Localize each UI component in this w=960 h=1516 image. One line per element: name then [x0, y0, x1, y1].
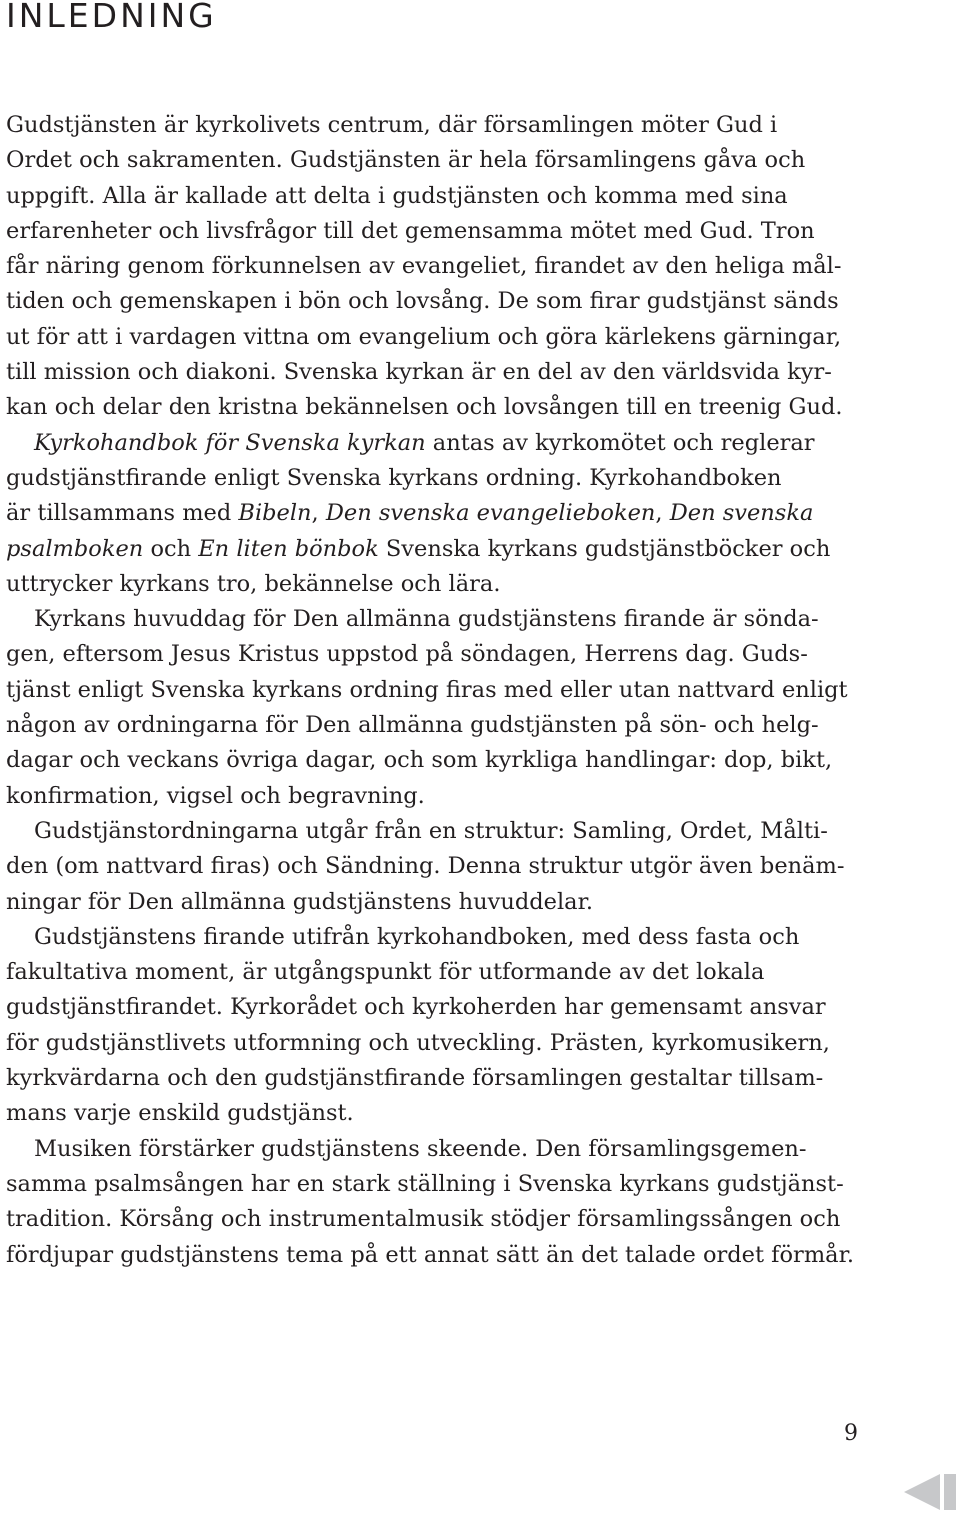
- text-segment: dagar och veckans övriga dagar, och som kyrkliga handlingar: dop, bikt,: [6, 747, 833, 774]
- italic-title-text: Den svenska: [669, 500, 814, 527]
- text-segment: någon av ordningarna för Den allmänna gudstjänsten på sön- och helg-: [6, 712, 819, 739]
- back-arrow-icon: [902, 1472, 958, 1512]
- text-segment: gudstjänstfirande enligt Svenska kyrkans ordning. Kyrkohandboken: [6, 464, 782, 491]
- text-line: [6, 320, 936, 355]
- text-line: [6, 143, 936, 178]
- text-segment: ningar för Den allmänna gudstjänstens huvuddelar.: [6, 888, 593, 915]
- text-line: [6, 532, 936, 567]
- text-segment: Kyrkans huvuddag för Den allmänna gudstjänstens firande är sönda-: [34, 606, 819, 633]
- text-segment: den (om nattvard firas) och Sändning. Denna struktur utgör även benäm-: [6, 853, 845, 880]
- text-segment: samma psalmsången har en stark ställning i Svenska kyrkans gudstjänst-: [6, 1170, 844, 1197]
- text-line: [6, 743, 936, 778]
- text-segment: fördjupar gudstjänstens tema på ett annat sätt än det talade ordet förmår.: [6, 1241, 855, 1268]
- text-line: [6, 567, 936, 602]
- text-segment: erfarenheter och livsfrågor till det gemensamma mötet med Gud. Tron: [6, 217, 815, 244]
- italic-title-text: Kyrkohandbok för Svenska kyrkan: [34, 429, 426, 456]
- italic-title-text: psalmboken: [6, 535, 144, 562]
- text-line: [6, 1238, 936, 1273]
- text-segment: ,: [311, 500, 326, 527]
- italic-title-text: Den svenska evangelieboken: [325, 500, 656, 527]
- text-segment: gen, eftersom Jesus Kristus uppstod på söndagen, Herrens dag. Guds-: [6, 641, 808, 668]
- text-line: [6, 426, 936, 461]
- text-line: [6, 708, 936, 743]
- text-line: [6, 779, 936, 814]
- text-segment: antas av kyrkomötet och reglerar: [425, 429, 815, 456]
- page-title: INLEDNING: [6, 0, 217, 35]
- italic-title-text: Bibeln: [238, 500, 312, 527]
- text-segment: Gudstjänstordningarna utgår från en struktur: Samling, Ordet, Målti-: [34, 817, 828, 844]
- text-segment: kan och delar den kristna bekännelsen och lovsången till en treenig Gud.: [6, 394, 843, 421]
- text-line: [6, 1061, 936, 1096]
- italic-title-text: En liten bönbok: [198, 535, 379, 562]
- text-line: [6, 284, 936, 319]
- text-segment: konfirmation, vigsel och begravning.: [6, 782, 425, 809]
- text-line: [6, 849, 936, 884]
- back-button[interactable]: [902, 1472, 958, 1512]
- text-line: [6, 496, 936, 531]
- back-arrow-shape: [904, 1474, 940, 1510]
- page-number: 9: [844, 1421, 858, 1446]
- text-segment: uppgift. Alla är kallade att delta i gudstjänsten och komma med sina: [6, 182, 788, 209]
- text-line: [6, 673, 936, 708]
- text-segment: till mission och diakoni. Svenska kyrkan är en del av den världsvida kyr-: [6, 359, 832, 386]
- text-segment: Gudstjänstens firande utifrån kyrkohandboken, med dess fasta och: [34, 923, 800, 950]
- text-segment: Gudstjänsten är kyrkolivets centrum, där församlingen möter Gud i: [6, 112, 778, 138]
- text-segment: Ordet och sakramenten. Gudstjänsten är hela församlingens gåva och: [6, 147, 806, 174]
- text-segment: uttrycker kyrkans tro, bekännelse och lära.: [6, 570, 501, 597]
- text-line: [6, 390, 936, 425]
- text-line: [6, 990, 936, 1025]
- text-segment: kyrkvärdarna och den gudstjänstfirande församlingen gestaltar tillsam-: [6, 1065, 824, 1092]
- text-segment: Svenska kyrkans gudstjänstböcker och: [378, 535, 831, 562]
- text-segment: ,: [655, 500, 670, 527]
- text-line: [6, 1026, 936, 1061]
- body-text: [6, 108, 936, 1273]
- text-line: [6, 355, 936, 390]
- text-segment: ut för att i vardagen vittna om evangelium och göra kärlekens gärningar,: [6, 323, 842, 350]
- text-segment: för gudstjänstlivets utformning och utveckling. Prästen, kyrkomusikern,: [6, 1029, 830, 1056]
- text-segment: och: [143, 535, 199, 562]
- text-segment: tradition. Körsång och instrumentalmusik stödjer församlingssången och: [6, 1206, 841, 1233]
- text-segment: Musiken förstärker gudstjänstens skeende. Den församlingsgemen-: [34, 1135, 807, 1162]
- text-line: [6, 214, 936, 249]
- text-segment: får näring genom förkunnelsen av evangeliet, firandet av den heliga mål-: [6, 253, 842, 280]
- text-line: [6, 814, 936, 849]
- text-line: [6, 249, 936, 284]
- text-line: [6, 885, 936, 920]
- text-segment: fakultativa moment, är utgångspunkt för utformande av det lokala: [6, 959, 765, 986]
- text-segment: tjänst enligt Svenska kyrkans ordning firas med eller utan nattvard enligt: [6, 676, 848, 703]
- text-line: [6, 108, 936, 143]
- text-line: [6, 920, 936, 955]
- text-line: [6, 1167, 936, 1202]
- text-line: [6, 602, 936, 637]
- text-line: [6, 637, 936, 672]
- text-segment: mans varje enskild gudstjänst.: [6, 1100, 354, 1127]
- text-line: [6, 461, 936, 496]
- text-line: [6, 179, 936, 214]
- text-line: [6, 1202, 936, 1237]
- text-line: [6, 1132, 936, 1167]
- text-line: [6, 955, 936, 990]
- back-arrow-bar: [944, 1474, 956, 1510]
- text-segment: tiden och gemenskapen i bön och lovsång. De som firar gudstjänst sänds: [6, 288, 839, 315]
- text-segment: är tillsammans med: [6, 500, 239, 527]
- text-line: [6, 1096, 936, 1131]
- text-segment: gudstjänstfirandet. Kyrkorådet och kyrkoherden har gemensamt ansvar: [6, 994, 826, 1021]
